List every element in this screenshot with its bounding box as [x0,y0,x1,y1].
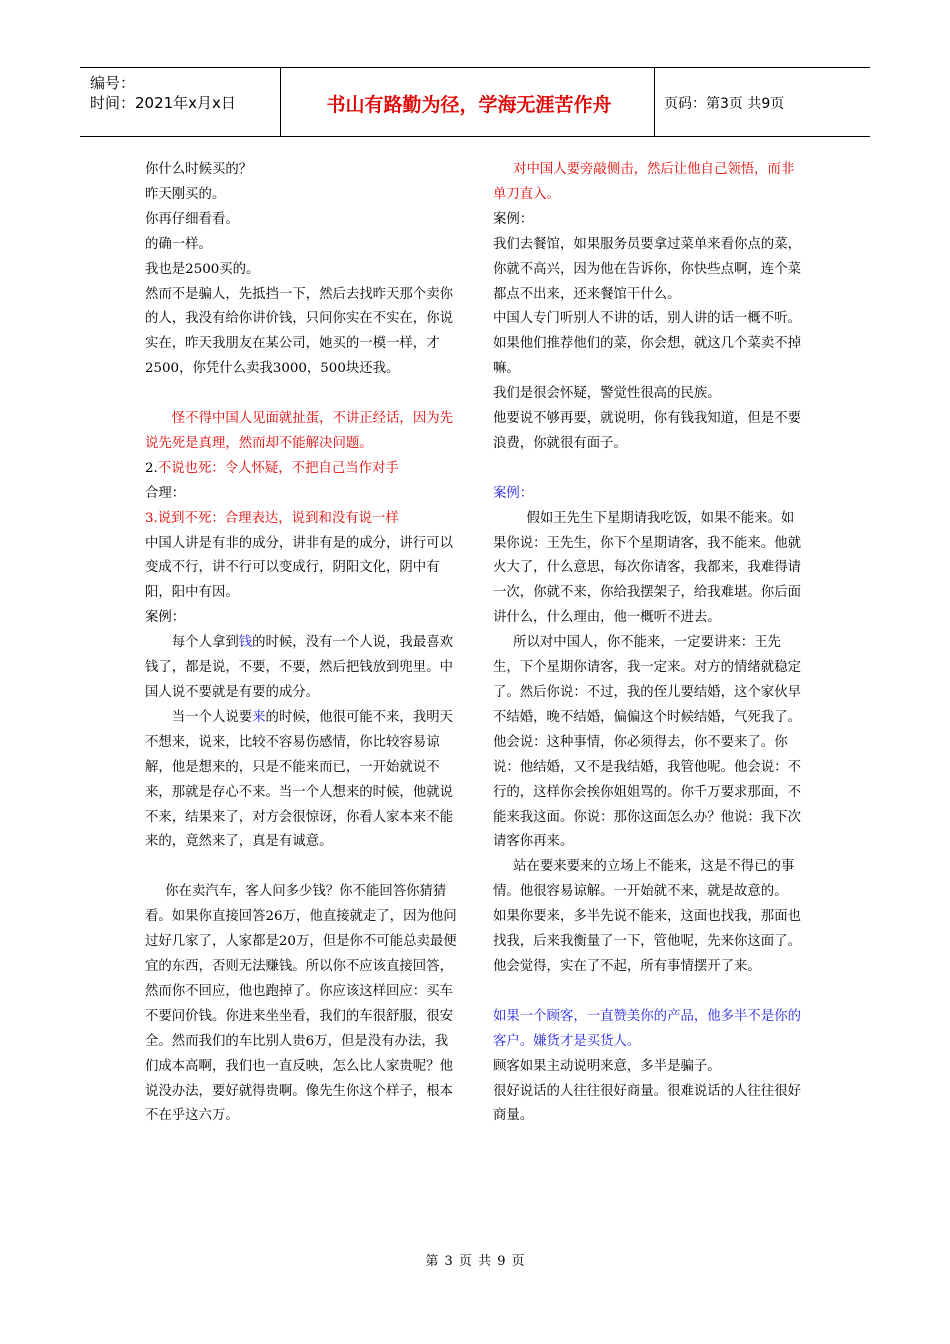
highlight-word: 来 [252,709,266,725]
case-label: 案例： [145,610,186,626]
header-divider [654,68,655,136]
spacer [493,457,805,482]
page-header [80,67,870,137]
footer-word: 页 [511,1254,525,1269]
right-column [493,158,805,1129]
paragraph: 所以对中国人，你不能来，一定要讲来：王先生，下个星期你请客，我一定来。对方的情绪就稳定了。然后你说：不过，我的侄儿要结婚，这个家伙早不结婚，晚不结婚，偏偏这个时候结婚，气死我了。他会说：这种事情，你必须得去，你不要来了。你说：他结婚，又不是我结婚，我管他呢。他会说：不行的，这样你会挨你姐姐骂的。你千万要求那面，不能来我这面。你说：那你这面怎么办？他说：我下次请客你再来。 [493,635,801,850]
label: 合理： [145,485,186,501]
header-page-info: 页码：第3页 共9页 [664,96,785,112]
paragraph: 你在卖汽车，客人问多少钱？你不能回答你猜猜看。如果你直接回答26万，他直接就走了，因为他问过好几家了，人家都是20万，但是你不可能总卖最便宜的东西，否则无法赚钱。所以你不应该直接回答，然而你不回应，他也跑掉了。你应该这样回应：买车不要问价钱。你进来坐坐看，我们的车很舒服，很安全。然而我们的车比别人贵6万，但是没有办法，我们成本高啊，我们也一直反映，怎么比人家贵呢？他说没办法，要好就得贵啊。像先生你这个样子，根本不在乎这六万。 [145,884,457,1124]
paragraph: 他要说不够再要，就说明，你有钱我知道，但是不要浪费，你就很有面子。 [493,411,801,451]
header-meta [90,73,236,113]
section-heading [145,457,460,482]
document-number-label: 编号： [90,74,136,92]
paragraph: 假如王先生下星期请我吃饭，如果不能来。如果你说：王先生，你下个星期请客，我不能来。他就火大了，什么意思，每次你请客，我都来，我难得请一次，你就不来，你给我摆架子，给我难堪。你后面讲什么，什么理由，他一概听不进去。 [493,510,801,626]
text-run: 的时候，他很可能不来，我明天不想来，说来，比较不容易伤感情，你比较容易谅解，他是想来的，只是不能来而已，一开始就说不来，那就是存心不来。当一个人想来的时候，他就说不来，结果来了，对方会很惊讶，你看人家本来不能来的，竟然来了，真是有诚意。 [145,709,453,850]
text-run: 的时候，没有一个人说，我最喜欢钱了，都是说，不要，不要，然后把钱放到兜里。中国人说不要就是有要的成分。 [145,635,453,701]
spacer [145,855,460,880]
footer-page-number: 3 [444,1254,453,1269]
document-date: 时间：2021年x月x日 [90,94,236,112]
dialogue-line: 你再仔细看看。 [145,211,239,227]
highlight-paragraph: 如果一个顾客，一直赞美你的产品，他多半不是你的客户。嫌货才是买货人。 [493,1008,801,1049]
paragraph: 如果你要来，多半先说不能来，这面也找我，那面也找我，后来我衡量了一下，管他呢，先来你这面了。他会觉得，实在了不起，所有事情摆开了来。 [493,909,801,974]
dialogue-line: 我也是2500买的。 [145,261,260,277]
section-title: 不说也死：令人怀疑，不把自己当作对手 [157,460,399,476]
dialogue-line: 的确一样。 [145,236,212,252]
section-number: 2. [145,460,158,476]
text-run: 每个人拿到 [171,635,239,651]
page-footer [0,1250,950,1269]
footer-word: 第 [425,1254,439,1269]
footer-total-pages: 9 [497,1254,506,1269]
paragraph: 我们是很会怀疑，警觉性很高的民族。 [493,386,721,402]
case-label: 案例： [493,211,534,227]
spacer [145,382,460,407]
footer-word: 共 [478,1254,492,1269]
dialogue-line: 你什么时候买的？ [145,162,253,177]
case-label: 案例： [493,485,534,501]
paragraph: 我们去餐馆，如果服务员要拿过菜单来看你点的菜，你就不高兴，因为他在告诉你，你快些点啊，连个菜都点不出来，还来餐馆干什么。 [493,236,801,302]
highlight-paragraph: 对中国人要旁敲侧击，然后让他自己领悟，而非单刀直入。 [493,162,795,202]
text-run: 当一个人说要 [171,709,253,725]
paragraph: 很好说话的人往往很好商量。很难说话的人往往很好商量。 [493,1083,801,1124]
highlight-paragraph: 怪不得中国人见面就扯蛋，不讲正经话，因为先说先死是真理，然而却不能解决问题。 [145,411,453,451]
dialogue-line: 昨天刚买的。 [145,186,226,202]
highlight-word: 钱 [238,635,253,651]
header-divider [280,68,281,136]
paragraph: 中国人讲是有非的成分，讲非有是的成分，讲行可以变成不行，讲不行可以变成行，阴阳文化，阴中有阳，阳中有因。 [145,535,453,601]
paragraph [145,706,460,855]
spacer [493,980,805,1005]
paragraph: 然而不是骗人，先抵挡一下，然后去找昨天那个卖你的人，我没有给你讲价钱，只问你实在不实在，你说实在，昨天我朋友在某公司，她买的一模一样，才2500，你凭什么卖我3000，500块还我。 [145,286,453,377]
paragraph: 站在要来要来的立场上不能来，这是不得已的事情。他很容易谅解。一开始就不来，就是故意的。 [493,859,795,900]
paragraph: 中国人专门听别人不讲的话，别人讲的话一概不听。 [493,311,801,327]
paragraph: 如果他们推荐他们的菜，你会想，就这几个菜卖不掉嘛。 [493,336,801,377]
paragraph [145,631,460,706]
header-motto: 书山有路勤为径，学海无涯苦作舟 [326,94,612,116]
footer-word: 页 [458,1254,472,1269]
left-column [145,158,460,1129]
paragraph: 顾客如果主动说明来意，多半是骗子。 [493,1058,721,1074]
section-heading: 3.说到不死：合理表达，说到和没有说一样 [145,510,399,526]
